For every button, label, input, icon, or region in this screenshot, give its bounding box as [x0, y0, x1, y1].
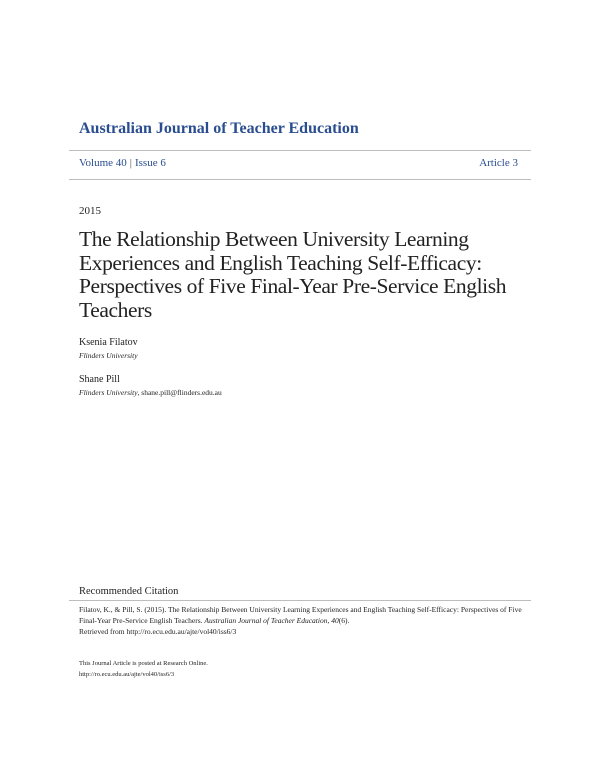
footer-posted-note: This Journal Article is posted at Research Online. — [79, 660, 208, 667]
citation-body: Filatov, K., & Pill, S. (2015). The Relationship Between University Learning Experiences and English Teaching Self-Efficacy: Perspectives of Five Final-Year Pre-Service English Teachers. — [79, 605, 522, 625]
author-affiliation-2 — [79, 388, 222, 397]
volume-issue-line — [79, 157, 166, 169]
publication-year: 2015 — [79, 205, 101, 217]
citation-journal: Australian Journal of Teacher Education, 40 — [204, 616, 339, 625]
volume-link[interactable]: Volume 40 — [79, 157, 127, 169]
recommended-citation-heading: Recommended Citation — [79, 586, 179, 597]
author-affiliation-1 — [79, 351, 138, 360]
paper-title[interactable]: The Relationship Between University Learning Experiences and English Teaching Self-Efficacy: Perspectives of Five Final-Year Pre-Service English Teachers — [79, 227, 507, 322]
footer-url-link[interactable]: http://ro.ecu.edu.au/ajte/vol40/iss6/3 — [79, 671, 175, 678]
issue-link[interactable]: Issue 6 — [134, 157, 166, 169]
citation-text — [79, 604, 534, 637]
author-email-2[interactable]: , shane.pill@flinders.edu.au — [137, 388, 222, 397]
author-name-1[interactable]: Ksenia Filatov — [79, 337, 138, 348]
journal-title[interactable]: Australian Journal of Teacher Education — [79, 120, 359, 137]
author-name-2[interactable]: Shane Pill — [79, 374, 120, 385]
citation-issue: (6). — [338, 616, 350, 625]
volume-issue-separator: | — [129, 157, 132, 169]
bottom-divider — [69, 600, 531, 601]
top-divider — [69, 150, 531, 151]
middle-divider — [69, 179, 531, 180]
article-number-link[interactable]: Article 3 — [479, 157, 518, 169]
citation-retrieved-link[interactable]: Retrieved from http://ro.ecu.edu.au/ajte/vol40/iss6/3 — [79, 627, 237, 636]
affiliation-text-1: Flinders University — [79, 351, 138, 360]
affiliation-text-2: Flinders University — [79, 388, 138, 397]
